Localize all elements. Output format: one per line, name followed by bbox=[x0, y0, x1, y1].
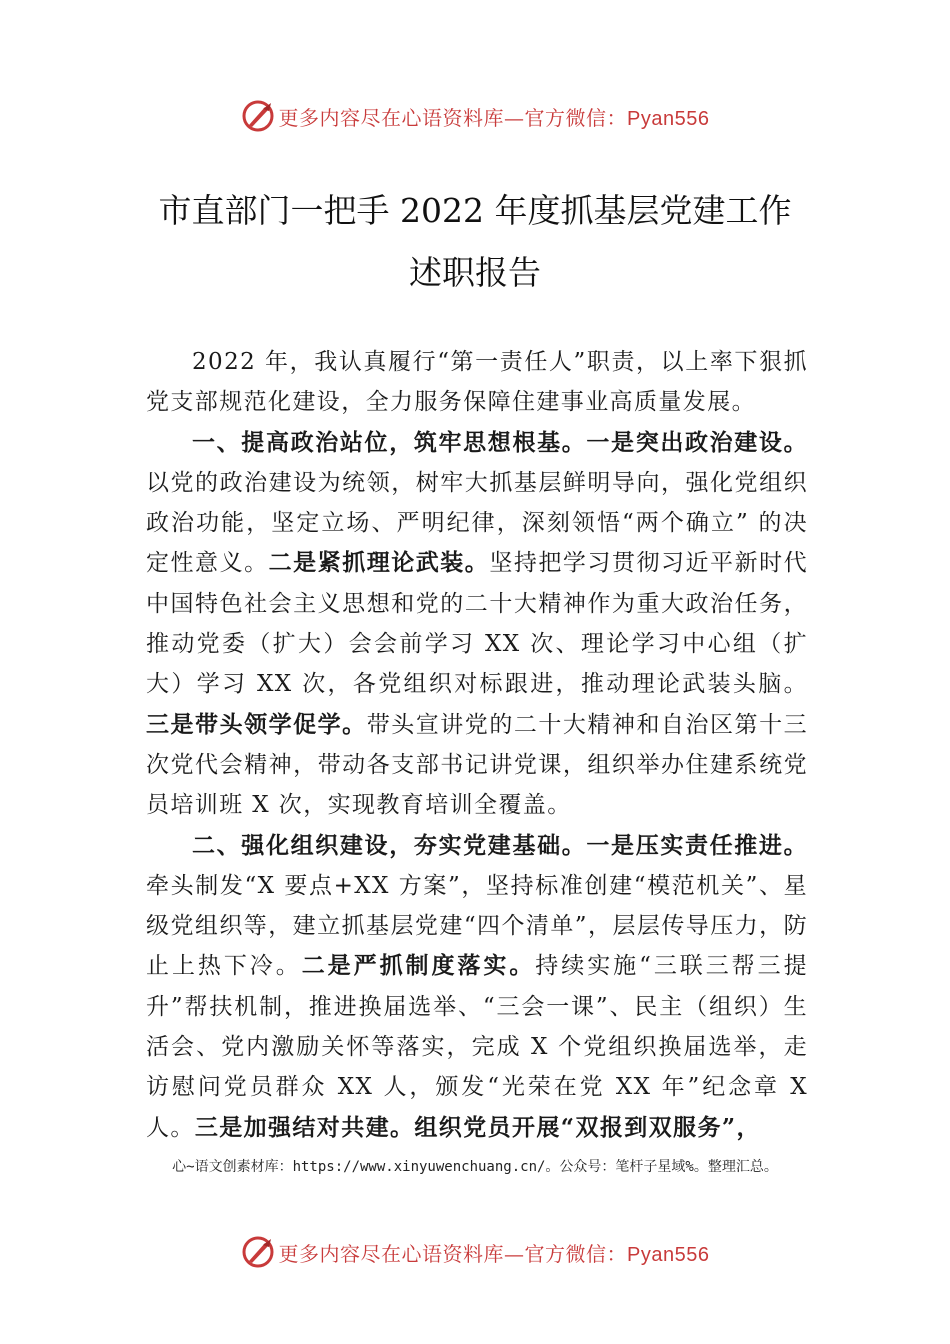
intro-paragraph: 2022 年，我认真履行“第一责任人”职责，以上率下狠抓党支部规范化建设，全力服务保障住建事业高质量发展。 bbox=[146, 349, 808, 416]
watermark-text: 更多内容尽在心语资料库—官方微信：Pyan556 bbox=[278, 1241, 710, 1266]
title-line-1: 市直部门一把手 2022 年度抓基层党建工作 bbox=[158, 191, 792, 230]
section-2-heading: 二、强化组织建设，夯实党建基础。 bbox=[192, 831, 587, 859]
section-2-point-2-text: 持续实施“三联三帮三提升”帮扶机制，推进换届选举、“三会一课”、民主（组织）生活会、党内激励关怀等落实，完成 X 个党组织换届选举，走访慰问党员群众 XX 人，颁发“光荣在党 XX 年”纪念章 X 人。 bbox=[146, 953, 808, 1141]
report-body bbox=[146, 342, 808, 1148]
footer-watermark bbox=[0, 1232, 950, 1272]
section-1-point-3-head: 三是带头领学促学。 bbox=[146, 710, 367, 738]
watermark-account: Pyan556 bbox=[627, 1243, 710, 1266]
page-title bbox=[0, 180, 950, 304]
section-2-point-1-text: 牵头制发“X 要点+XX 方案”，坚持标准创建“模范机关”、星级党组织等，建立抓基层党建“四个清单”，层层传导压力，防止上热下冷。 bbox=[146, 872, 808, 980]
section-2-point-3-head: 三是加强结对共建。组织党员开展“双报到双服务”， bbox=[194, 1113, 761, 1141]
title-line-2: 述职报告 bbox=[409, 253, 541, 292]
section-1-point-3-text: 带头宣讲党的二十大精神和自治区第十三次党代会精神，带动各支部书记讲党课，组织举办住建系统党员培训班 X 次，实现教育培训全覆盖。 bbox=[146, 711, 809, 819]
watermark-text: 更多内容尽在心语资料库—官方微信：Pyan556 bbox=[278, 105, 710, 130]
quill-logo-icon bbox=[241, 1235, 275, 1269]
section-1-point-2-text: 坚持把学习贯彻习近平新时代中国特色社会主义思想和党的二十大精神作为重大政治任务，推动党委（扩大）会会前学习 XX 次、理论学习中心组（扩大）学习 XX 次，各党组织对标跟进，推动理论武装头脑。 bbox=[146, 550, 809, 698]
section-1-point-2-head: 二是紧抓理论武装。 bbox=[268, 549, 490, 577]
section-2-point-2-head: 二是严抓制度落实。 bbox=[301, 952, 536, 980]
quill-logo-icon bbox=[241, 99, 275, 133]
section-1-point-1-head: 一是突出政治建设。 bbox=[586, 428, 808, 456]
section-1-paragraph bbox=[146, 423, 808, 826]
section-1-point-1-text: 以党的政治建设为统领，树牢大抓基层鲜明导向，强化党组织政治功能，坚定立场、严明纪律，深刻领悟“两个确立” 的决定性意义。 bbox=[146, 469, 808, 577]
watermark-account: Pyan556 bbox=[627, 107, 710, 130]
section-2-paragraph bbox=[146, 826, 808, 1148]
section-2-point-1-head: 一是压实责任推进。 bbox=[586, 831, 808, 859]
section-1-heading: 一、提高政治站位，筑牢思想根基。 bbox=[192, 428, 587, 456]
source-footnote: 心~语文创素材库：https://www.xinyuwenchuang.cn/。公众号：笔杆子星域%。整理汇总。 bbox=[172, 1159, 778, 1175]
header-watermark bbox=[0, 96, 950, 136]
